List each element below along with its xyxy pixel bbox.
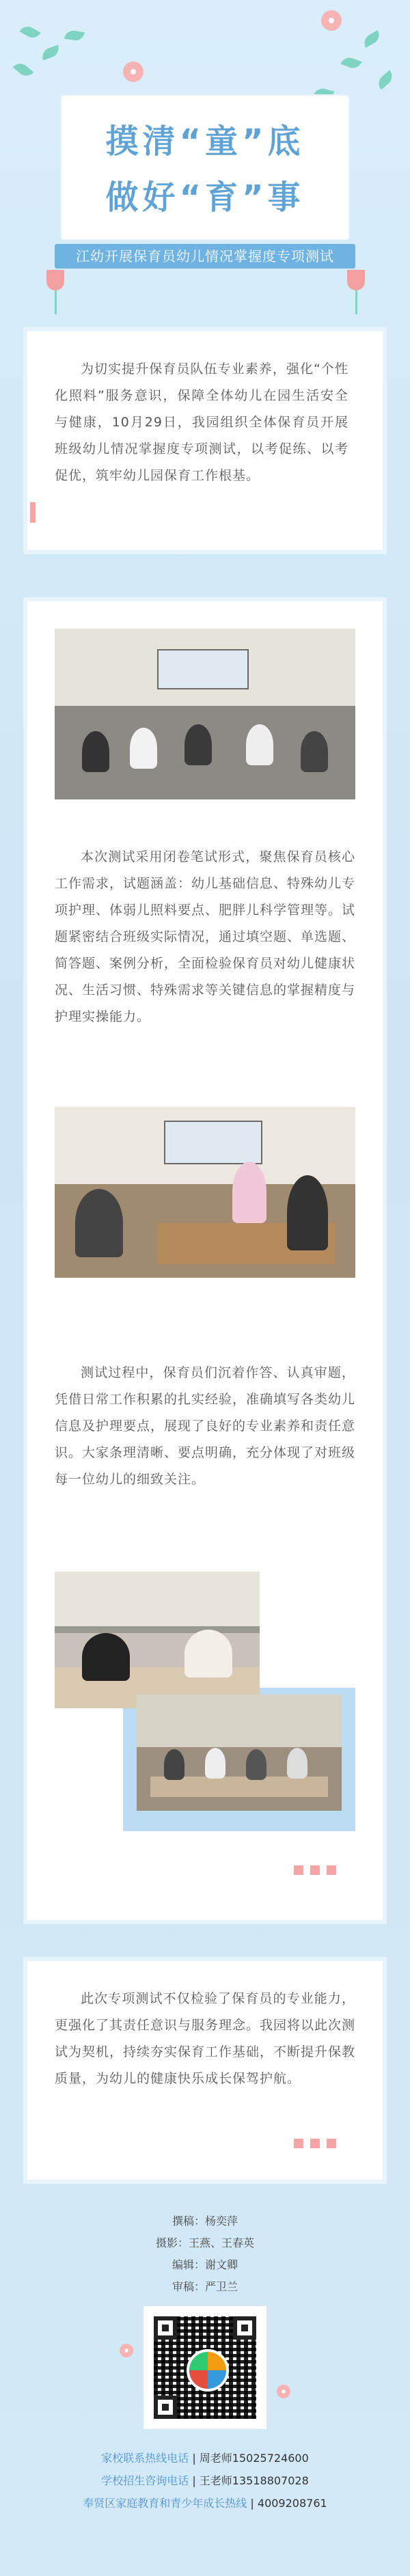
leaf-icon bbox=[64, 29, 85, 42]
body-paragraph-2: 测试过程中，保育员们沉着作答、认真审题，凭借日常工作积累的扎实经验，准确填写各类幼儿信息及护理要点，展现了良好的专业素养和责任意识。大家条理清晰、要点明确，充分体现了对班级每一位幼儿的细致关注。 bbox=[55, 1365, 356, 1487]
intro-card bbox=[27, 331, 383, 550]
closing-paragraph: 此次专项测试不仅检验了保育员的专业能力，更强化了其责任意识与服务理念。我园将以此次测试为契机，持续夯实保育工作基础，不断提升保教质量，为幼儿的健康快乐成长保驾护航。 bbox=[55, 1991, 356, 2086]
closing-card bbox=[27, 1961, 383, 2180]
contact-line-3: 奉贤区家庭教育和青少年成长热线 | 4009208761 bbox=[83, 2497, 327, 2510]
contact-line-2: 学校招生咨询电话 | 王老师13518807028 bbox=[101, 2474, 309, 2487]
decor-dots bbox=[294, 2139, 336, 2148]
decor-dots bbox=[294, 1865, 336, 1875]
header bbox=[0, 0, 410, 321]
body-paragraph-1: 本次测试采用闭卷笔试形式，聚焦保育员核心工作需求，试题涵盖：幼儿基础信息、特殊幼儿专项护理、体弱儿照料要点、肥胖儿科学管理等。试题紧密结合班级实际情况，通过填空题、单选题、简答题、案例分析，全面检验保育员对幼儿健康状况、生活习惯、特殊需求等关键信息的掌握精度与护理实操能力。 bbox=[55, 849, 356, 1024]
content-card bbox=[27, 601, 383, 1920]
flower-icon bbox=[321, 10, 342, 31]
leaf-icon bbox=[340, 55, 361, 71]
photo-writing-test bbox=[55, 1107, 355, 1278]
photo-classroom bbox=[137, 1695, 342, 1811]
credit-writer: 撰稿：杨奕萍 bbox=[172, 2215, 238, 2228]
contact-line-1: 家校联系热线电话 | 周老师15025724600 bbox=[101, 2452, 309, 2465]
school-logo-icon bbox=[187, 2349, 229, 2392]
photo-teachers-writing bbox=[55, 1572, 260, 1708]
tulip-icon bbox=[347, 270, 365, 290]
tulip-icon bbox=[46, 270, 64, 290]
title-line-1: 摸清“童”底 bbox=[105, 122, 305, 161]
tulip-stem bbox=[55, 287, 57, 314]
side-tab bbox=[30, 502, 36, 523]
credit-photo: 摄影：王燕、王春英 bbox=[155, 2236, 254, 2249]
leaf-icon bbox=[361, 30, 382, 48]
leaf-icon bbox=[375, 70, 396, 90]
leaf-icon bbox=[40, 45, 61, 61]
qr-code bbox=[144, 2306, 266, 2429]
credit-reviewer: 审稿：严卫兰 bbox=[172, 2280, 238, 2293]
photo-meeting-room bbox=[55, 629, 355, 799]
subtitle-bar: 江幼开展保育员幼儿情况掌握度专项测试 bbox=[55, 244, 355, 269]
leaf-icon bbox=[19, 23, 40, 41]
flower-icon bbox=[123, 61, 144, 82]
tulip-stem bbox=[355, 287, 357, 314]
flower-icon bbox=[120, 2344, 133, 2357]
flower-icon bbox=[277, 2385, 290, 2398]
title-line-2: 做好“育”事 bbox=[105, 178, 305, 217]
leaf-icon bbox=[13, 60, 33, 80]
intro-paragraph: 为切实提升保育员队伍专业素养，强化“个性化照料”服务意识，保障全体幼儿在园生活安全与健康，10月29日，我园组织全体保育员开展班级幼儿情况掌握度专项测试，以考促练、以考促优，筑牢幼儿园保育工作根基。 bbox=[55, 361, 348, 483]
title-card bbox=[62, 96, 348, 239]
credit-editor: 编辑：谢文卿 bbox=[172, 2258, 238, 2271]
